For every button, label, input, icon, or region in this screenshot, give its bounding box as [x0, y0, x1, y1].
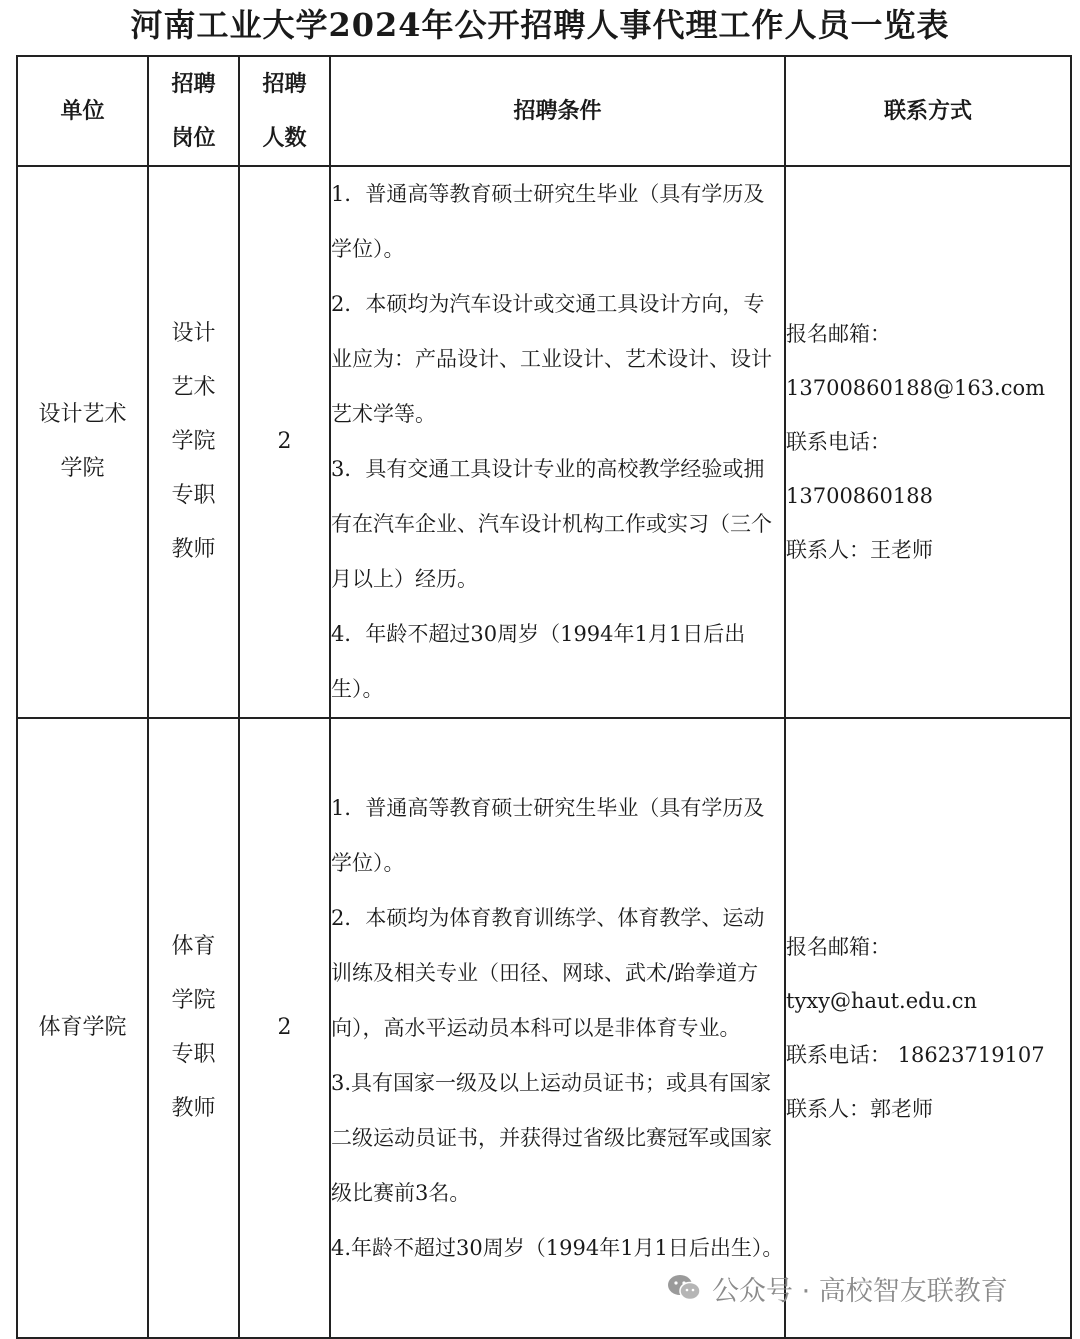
table-row — [17, 718, 1071, 1338]
contact-cell — [785, 166, 1071, 718]
count-cell: 2 — [239, 718, 330, 1338]
condition-item: 1．普通高等教育硕士研究生毕业（具有学历及学位）。 — [331, 795, 765, 875]
wechat-icon — [666, 1273, 702, 1303]
contact-email[interactable]: 13700860188@163.com — [786, 376, 1046, 400]
header-contact: 联系方式 — [785, 56, 1071, 166]
conditions-cell — [330, 718, 785, 1338]
header-post: 招聘 岗位 — [148, 56, 239, 166]
unit-cell: 设计艺术 学院 — [17, 166, 148, 718]
conditions-cell — [330, 166, 785, 718]
watermark — [666, 1268, 1008, 1308]
condition-item: 1．普通高等教育硕士研究生毕业（具有学历及学位）。 — [331, 182, 765, 261]
post-cell: 体育 学院 专职 教师 — [148, 718, 239, 1338]
contact-email[interactable]: tyxy@haut.edu.cn — [786, 989, 978, 1013]
contact-line: 联系电话： — [786, 430, 891, 454]
table-row — [17, 166, 1071, 718]
header-count: 招聘 人数 — [239, 56, 330, 166]
condition-item: 2．本硕均为体育教育训练学、体育教学、运动训练及相关专业（田径、网球、武术/跆拳道方向），高水平运动员本科可以是非体育专业。 — [331, 905, 765, 1040]
header-conditions: 招聘条件 — [330, 56, 785, 166]
contact-cell — [785, 718, 1071, 1338]
recruitment-table — [16, 55, 1072, 1339]
contact-line: 报名邮箱： — [786, 935, 891, 959]
header-unit: 单位 — [17, 56, 148, 166]
count-cell: 2 — [239, 166, 330, 718]
watermark-text: 公众号 · 高校智友联教育 — [712, 1275, 1008, 1307]
condition-item: 4.年龄不超过30周岁（1994年1月1日后出生）。 — [331, 1235, 784, 1260]
page-title: 河南工业大学2024年公开招聘人事代理工作人员一览表 — [130, 6, 950, 44]
table-header-row — [17, 56, 1071, 166]
post-cell: 设计 艺术 学院 专职 教师 — [148, 166, 239, 718]
condition-item: 3.具有国家一级及以上运动员证书；或具有国家二级运动员证书，并获得过省级比赛冠军或国家级比赛前3名。 — [331, 1070, 772, 1205]
condition-item: 3．具有交通工具设计专业的高校教学经验或拥有在汽车企业、汽车设计机构工作或实习（三个月以上）经历。 — [331, 457, 772, 591]
contact-person: 联系人：郭老师 — [786, 1097, 933, 1121]
contact-line: 报名邮箱： — [786, 322, 891, 346]
contact-phone: 13700860188 — [786, 484, 933, 508]
condition-item: 4．年龄不超过30周岁（1994年1月1日后出生）。 — [331, 622, 746, 701]
condition-item: 2．本硕均为汽车设计或交通工具设计方向，专业应为：产品设计、工业设计、艺术设计、设计艺术学等。 — [331, 292, 772, 426]
contact-person: 联系人：王老师 — [786, 538, 933, 562]
unit-cell: 体育学院 — [17, 718, 148, 1338]
contact-phone: 联系电话： 18623719107 — [786, 1043, 1045, 1067]
